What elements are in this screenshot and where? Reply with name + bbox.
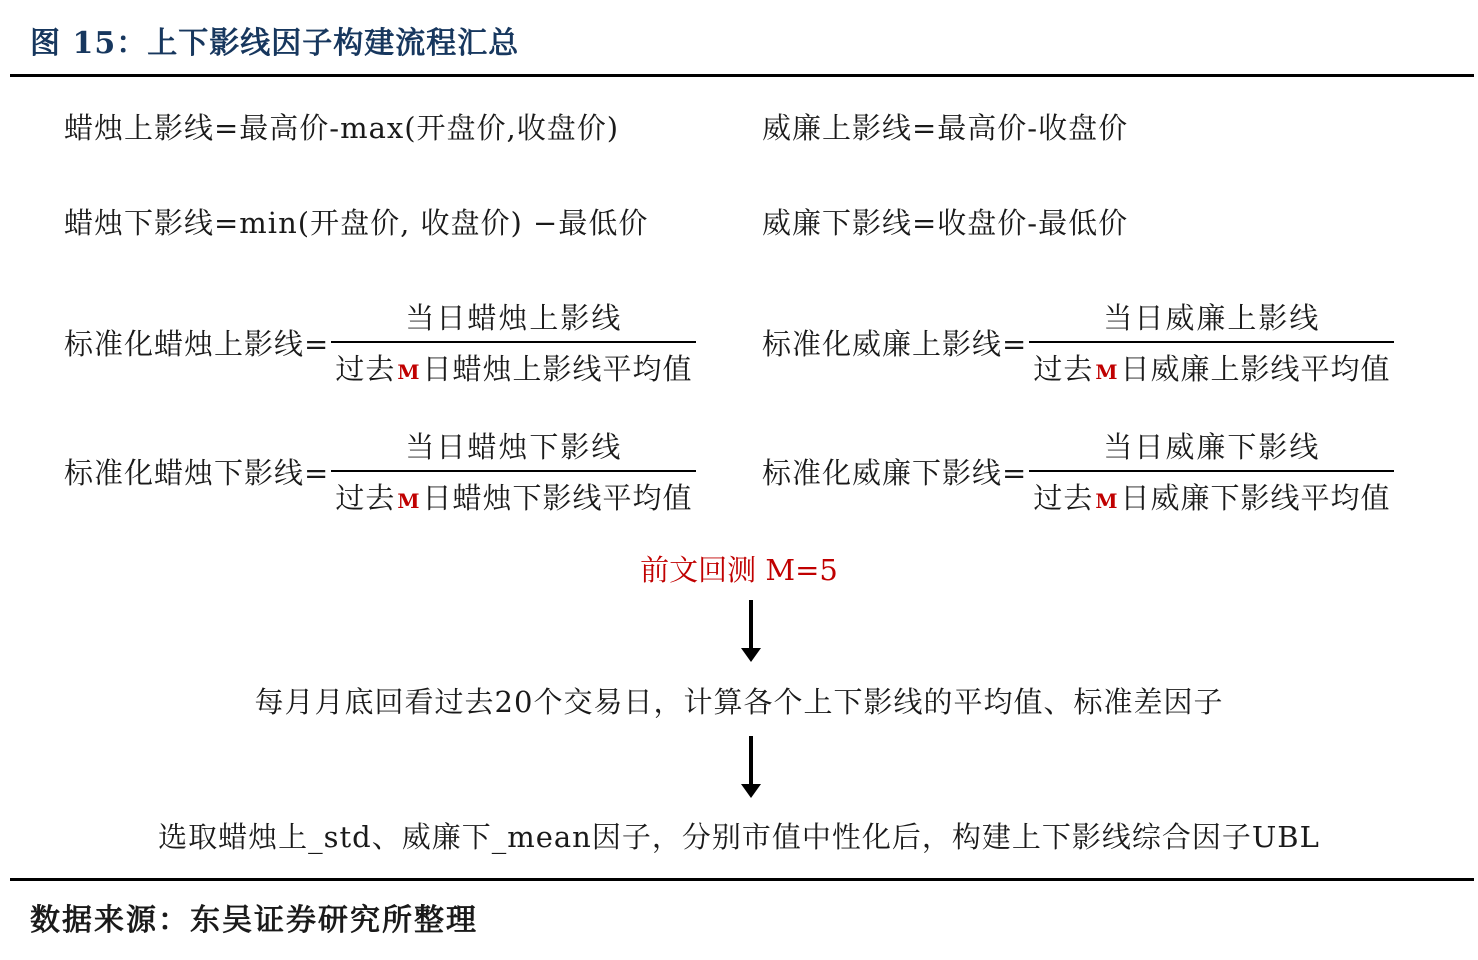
candle-lower-formula: 蜡烛下影线=min(开盘价, 收盘价) −最低价 — [64, 206, 649, 240]
formula-lhs: 标准化蜡烛下影线= — [64, 455, 330, 490]
denominator-prefix: 过去 — [1033, 352, 1094, 386]
numerator: 当日蜡烛上影线 — [405, 301, 623, 335]
down-arrow-icon — [739, 736, 763, 798]
data-source: 数据来源：东吴证券研究所整理 — [30, 903, 478, 938]
denominator-prefix: 过去 — [1033, 481, 1094, 515]
numerator: 当日威廉上影线 — [1103, 301, 1321, 335]
denominator — [331, 470, 696, 517]
numerator: 当日威廉下影线 — [1103, 430, 1321, 464]
fraction — [1029, 296, 1394, 388]
top-rule — [10, 74, 1474, 77]
down-arrow-icon — [739, 600, 763, 662]
normalized-candle-upper-formula — [64, 296, 696, 388]
denominator — [331, 341, 696, 388]
backtest-note: 前文回测 M=5 — [640, 553, 838, 587]
candle-upper-formula: 蜡烛上影线=最高价-max(开盘价,收盘价) — [64, 111, 620, 145]
denominator-prefix: 过去 — [335, 481, 396, 515]
flow-step-1: 每月月底回看过去20个交易日，计算各个上下影线的平均值、标准差因子 — [254, 685, 1224, 719]
williams-upper-formula: 威廉上影线=最高价-收盘价 — [762, 111, 1129, 145]
bottom-rule — [10, 878, 1474, 881]
flow-step-2: 选取蜡烛上_std、威廉下_mean因子，分别市值中性化后，构建上下影线综合因子UBL — [158, 820, 1320, 854]
fraction — [331, 425, 696, 517]
normalized-williams-upper-formula — [762, 296, 1394, 388]
m-parameter: M — [397, 489, 421, 513]
normalized-candle-lower-formula — [64, 425, 696, 517]
numerator: 当日蜡烛下影线 — [405, 430, 623, 464]
denominator — [1029, 341, 1394, 388]
fraction — [1029, 425, 1394, 517]
formula-lhs: 标准化蜡烛上影线= — [64, 326, 330, 361]
denominator-suffix: 日蜡烛下影线平均值 — [422, 481, 693, 515]
formula-lhs: 标准化威廉下影线= — [762, 455, 1028, 490]
formula-lhs: 标准化威廉上影线= — [762, 326, 1028, 361]
m-parameter: M — [1095, 489, 1119, 513]
denominator-suffix: 日威廉上影线平均值 — [1120, 352, 1391, 386]
denominator — [1029, 470, 1394, 517]
denominator-suffix: 日威廉下影线平均值 — [1120, 481, 1391, 515]
denominator-prefix: 过去 — [335, 352, 396, 386]
m-parameter: M — [397, 360, 421, 384]
figure-title: 图 15：上下影线因子构建流程汇总 — [30, 26, 520, 61]
denominator-suffix: 日蜡烛上影线平均值 — [422, 352, 693, 386]
normalized-williams-lower-formula — [762, 425, 1394, 517]
williams-lower-formula: 威廉下影线=收盘价-最低价 — [762, 206, 1129, 240]
m-parameter: M — [1095, 360, 1119, 384]
fraction — [331, 296, 696, 388]
